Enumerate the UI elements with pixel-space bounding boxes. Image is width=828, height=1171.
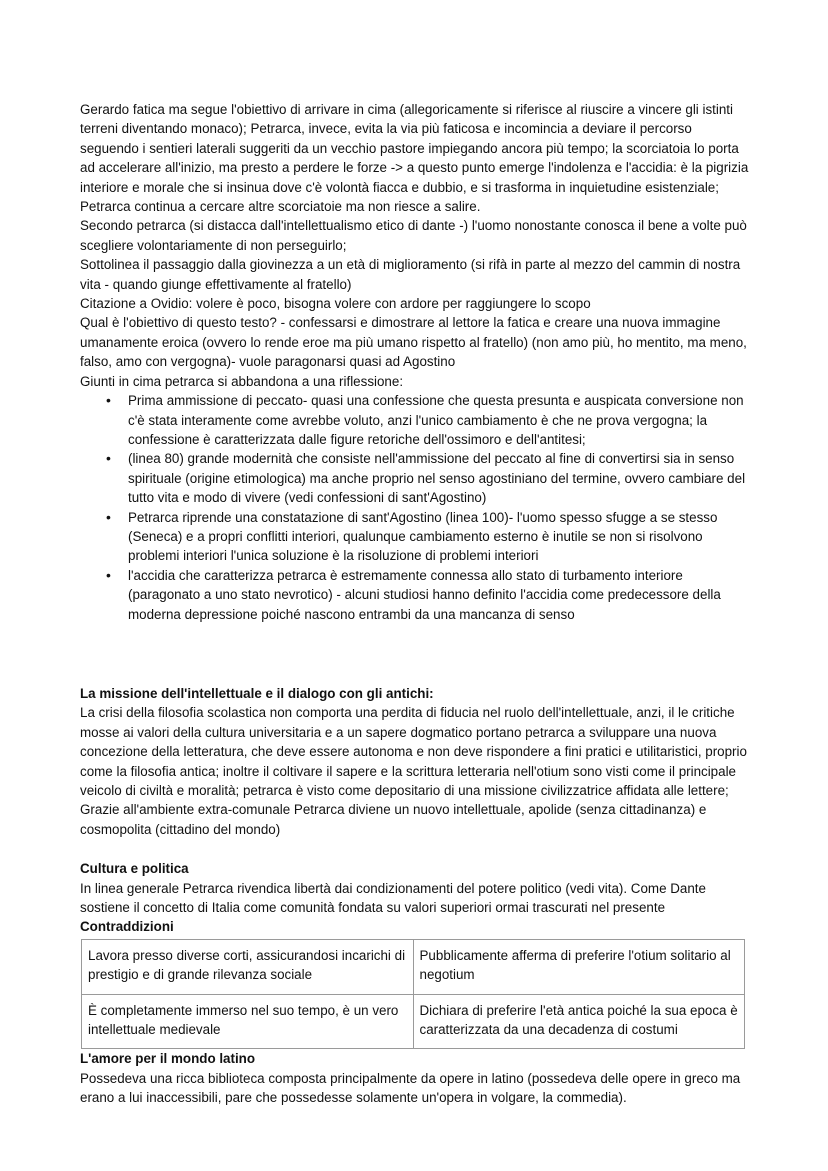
- table-row: [82, 939, 745, 994]
- table-cell: Dichiara di preferire l'età antica poiché la sua epoca è caratterizzata da una decadenza di costumi: [413, 994, 745, 1049]
- paragraph-giovinezza: Sottolinea il passaggio dalla giovinezza a un età di miglioramento (si rifà in parte al mezzo del cammin di nostra vita - quando giunge effettivamente al fratello): [80, 257, 741, 292]
- heading-contraddizioni: Contraddizioni: [80, 919, 174, 935]
- paragraph-obiettivo: Qual è l'obiettivo di questo testo? - confessarsi e dimostrare al lettore la fatica e creare una nuova immagine umanamente eroica (ovvero lo rende eroe ma più umano rispetto al fratello) (non amo più, ho mentito, ma meno, falso, amo con vergogna)- vuole paragonarsi quasi ad Agostino: [80, 315, 747, 370]
- paragraph-cultura-politica: In linea generale Petrarca rivendica libertà dai condizionamenti del potere politico (vedi vita). Come Dante sostiene il concetto di Italia come comunità fondata su valori superiori ormai trascurati nel presente: [80, 880, 706, 916]
- table-cell: È completamente immerso nel suo tempo, è un vero intellettuale medievale: [82, 994, 414, 1049]
- heading-missione: La missione dell'intellettuale e il dialogo con gli antichi:: [80, 685, 434, 701]
- list-item: • Prima ammissione di peccato- quasi una confessione che questa presunta e auspicata conversione non c'è stata interamente come avrebbe voluto, anzi l'unico cambiamento è che ne prova vergogna; la confessione è caratterizzata dalle figure retoriche dell'ossimoro e dell'antitesi;: [128, 391, 754, 449]
- spacer: [80, 624, 754, 684]
- table-cell: Lavora presso diverse corti, assicurandosi incarichi di prestigio e di grande rilevanza sociale: [82, 939, 414, 994]
- paragraph-apolide: Grazie all'ambiente extra-comunale Petrarca diviene un nuovo intellettuale, apolide (senza cittadinanza) e cosmopolita (cittadino del mondo): [80, 802, 707, 837]
- contraddizioni-table: [81, 939, 745, 1050]
- table-cell: Pubblicamente afferma di preferire l'otium solitario al negotium: [413, 939, 745, 994]
- paragraph-crisi: La crisi della filosofia scolastica non comporta una perdita di fiducia nel ruolo dell'intellettuale, anzi, il le critiche mosse ai valori della cultura universitaria e a un sapere dogmatico portano petrarca a sviluppare una nuova concezione della letteratura, che deve essere autonoma e non deve rispondere a fini pratici e utilitaristici, proprio come la filosofia antica; inoltre il coltivare il sapere e la scrittura letteraria nell'otium sono visti come il principale veicolo di civiltà e moralità; petrarca è visto come depositario di una missione civilizzatrice affidata alle lettere;: [80, 705, 747, 798]
- reflection-list: [80, 391, 754, 624]
- paragraph-ovidio: Citazione a Ovidio: volere è poco, bisogna volere con ardore per raggiungere lo scopo: [80, 296, 591, 312]
- list-item: • (linea 80) grande modernità che consiste nell'ammissione del peccato al fine di convertirsi sia in senso spirituale (origine etimologica) ma anche proprio nel senso agostiniano del termine, ovvero cambiare del tutto vita e modo di vivere (vedi confessioni di sant'Agostino): [128, 449, 754, 507]
- list-item: • l'accidia che caratterizza petrarca è estremamente connessa allo stato di turbamento interiore (paragonato a uno stato nevrotico) - alcuni studiosi hanno definito l'accidia come predecessore della moderna depressione poiché nascono entrambi da una mancanza di senso: [128, 566, 754, 624]
- paragraph-riflessione-intro: Giunti in cima petrarca si abbandona a una riflessione:: [80, 373, 404, 389]
- list-item: • Petrarca riprende una constatazione di sant'Agostino (linea 100)- l'uomo spesso sfugge a se stesso (Seneca) e a propri conflitti interiori, qualunque cambiamento esterno è inutile se non si risolvono problemi interiori l'unica soluzione è la risoluzione di problemi interiori: [128, 508, 754, 566]
- paragraph-intellettualismo: Secondo petrarca (si distacca dall'intellettualismo etico di dante -) l'uomo nonostante conosca il bene a volte può scegliere volontariamente di non perseguirlo;: [80, 218, 747, 253]
- paragraph-gerardo: Gerardo fatica ma segue l'obiettivo di arrivare in cima (allegoricamente si riferisce al riuscire a vincere gli istinti terreni diventando monaco); Petrarca, invece, evita la via più faticosa e incomincia a deviare il percorso seguendo i sentieri laterali suggeriti da un vecchio pastore impiegando ancora più tempo; la scorciatoia lo porta ad accelerare all'inizio, ma presto a perdere le forze -> a questo punto emerge l'indolenza e l'accidia: è la pigrizia interiore e morale che si insinua dove c'è volontà fiacca e dubbio, e si trasforma in inquietudine esistenziale; Petrarca continua a cercare altre scorciatoie ma non riesce a salire.: [80, 102, 749, 215]
- paragraph-biblioteca: Possedeva una ricca biblioteca composta principalmente da opere in latino (possedeva delle opere in greco ma erano a lui inaccessibili, pare che possedesse solamente un'opera in volgare, la commedia).: [80, 1070, 741, 1106]
- document-body: [80, 100, 754, 1108]
- table-row: [82, 994, 745, 1049]
- spacer: [80, 839, 754, 859]
- heading-cultura-politica: Cultura e politica: [80, 861, 189, 877]
- heading-mondo-latino: L'amore per il mondo latino: [80, 1051, 256, 1067]
